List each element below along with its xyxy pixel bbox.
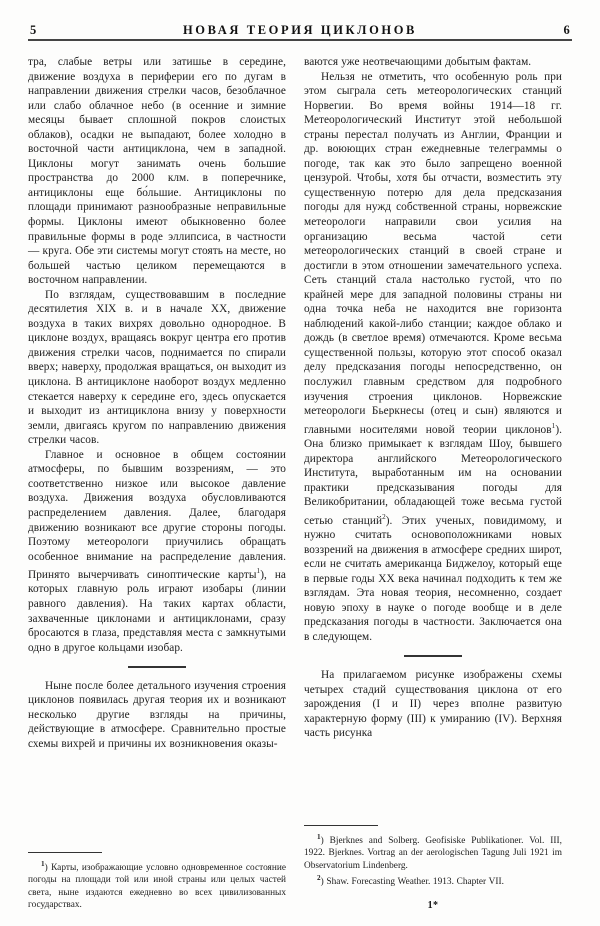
- footnote-text: ) Bjerknes and Solberg. Geofisiske Publikationer. Vol. III, 1922. Bjerknes. Vortrag an der aerologischen Tagung Juli 1921 im Observatorium Lindenberg.: [304, 836, 562, 871]
- paragraph-norway-text-before-ref1: Нельзя не отметить, что особенную роль при этом сыграла сеть метеорологических станций Норвегии. Во время войны 1914—18 гг. Метеорологический Институт этой небольшой страны перестал получать из Англии, Франции и др. воюющих стран ежедневные телеграммы о погоде, так как это было запрещено военной цензурой. Чтобы, хотя бы отчасти, возместить эту существенную потерю для дела предсказания погоды для нужд собственной страны, норвежские метеорологи направили свои усилия на организацию весьма частой сети метеорологических станций в своей стране и достигли в этом отношении замечательного успеха. Сеть станций стала настолько густой, что по крайней мере для западной половины страны ни одна точка неба не находится вне горизонта наблюдений какой-либо станции; каждое облако и дождь (в светлое время) отмечаются. Кроме весьма существенной пользы, которую этот способ оказал делу предсказания погоды непосредственно, он послужил главным средством для подробного изучения строения циклонов. Норвежские метеорологи Бьеркнесы (отец и сын) являются и главными носителями новой теории циклонов: [304, 70, 562, 436]
- two-column-body: [28, 55, 572, 911]
- left-column: [28, 55, 286, 911]
- header-rule: [28, 39, 572, 41]
- paragraph-pressure-text-after-ref: ), на которых главную роль играют изобары (линии равного давления). На таких картах области, захваченные циклонами и антициклонами, сразу бросаются в глаза, представляя места с замкнутыми одно в другое кольцами изобар.: [28, 568, 286, 654]
- paragraph-norway-text-after-ref2: ). Этих ученых, повидимому, и нужно считать основоположниками новых воззрений на движения в атмосфере средних широт, если не считать американца Биджелоу, который еще в первые годы XX века начинал подходить к тем же взглядам. Эта новая теория, несомненно, создает новую эпоху в науке о погоде вообще и в деле предсказания погоды в частности. Заключается она в следующем.: [304, 514, 562, 643]
- footnote-reference-1[interactable]: 1: [551, 421, 556, 430]
- footnote-list-right: [304, 831, 562, 888]
- left-column-body: [28, 55, 286, 752]
- footnote-item: [28, 858, 286, 911]
- footnote-marker: 1: [317, 833, 321, 841]
- paragraph-norway-station-network: [304, 70, 562, 645]
- section-divider-rule-left: [128, 666, 186, 668]
- folio-right: 6: [563, 22, 570, 37]
- footnote-separator-left: [28, 852, 102, 853]
- footnote-separator-right: [304, 825, 378, 826]
- right-column-body: [304, 55, 562, 741]
- folio-left: 5: [30, 22, 37, 37]
- footnote-text: ) Shaw. Forecasting Weather. 1913. Chapter VII.: [320, 876, 504, 887]
- footnote-reference-2[interactable]: 2: [382, 512, 386, 521]
- section-divider-rule-right: [404, 655, 462, 657]
- paragraph-continued-facts: ваются уже неотвечающими добытым фактам.: [304, 56, 532, 68]
- footnote-item: [304, 831, 562, 872]
- paragraph-new-theory-intro: Ныне после более детального изучения строения циклонов появилась другая теория их и возникают несколько другие взгляды на причины, действующие в атмосфере. Сравнительно простые схемы вихрей и причины их возникновения оказы-: [28, 679, 286, 750]
- paragraph-pressure-text-before-ref: Главное и основное в общем состоянии атмосферы, по бывшим воззрениям, — это соответственно низкое или высокое давление воздуха. Движения воздуха обусловливаются распределением давления. Далее, благодаря движению возникают все другие стороны погоды. Поэтому метеорологи приучились обращать особенное внимание на распределение давления. Принято вычерчивать синоптические карты: [28, 448, 286, 581]
- right-column: [304, 55, 562, 911]
- footnote-item: [304, 872, 562, 888]
- signature-mark: 1*: [427, 900, 439, 911]
- paragraph-19th-century-views: По взглядам, существовавшим в последние десятилетия XIX в. и в начале XX, движение воздуха в таких вихрях довольно однородное. В циклоне воздух, вращаясь вокруг центра его против движения стрелки часов, поднимается по спирали вверх; наверху, продолжая вращаться, он выходит из циклона. В антициклоне наоборот воздух медленно стекается наверху к середине его, здесь опускается и выходит из антициклона внизу у поверхности земли, двигаясь кругом по направлению движения стрелки часов.: [28, 288, 286, 447]
- right-column-footnotes: [304, 819, 562, 911]
- left-column-footnotes: [28, 846, 286, 911]
- footnote-marker: 2: [317, 873, 321, 882]
- footnote-list-left: [28, 858, 286, 911]
- footnote-text: ) Карты, изображающие условно одновременное состояние погоды на площади той или иной страны или целых частей света, ныне издаются ежедневно во всех цивилизованных государствах.: [28, 863, 286, 910]
- paragraph-norway-text-after-ref1: ). Она близко примыкает к взглядам Шоу, бывшего директора английского Метеорологического Института, выработанным им на основании практики предсказывания погоды для Великобритании, обладающей тоже весьма густой сетью станций: [304, 423, 562, 527]
- paragraph-pressure-distribution: [28, 448, 286, 655]
- footnote-marker: 1: [41, 860, 45, 869]
- running-head: [28, 14, 572, 36]
- paragraph-continued-anticyclones: тра, слабые ветры или затишье в середине, движение воздуха в периферии его по дугам в направлении движения стрелки часов, безоблачное или слабо облачное небо (в осенние и зимние месяцы бывает сплошной покров слоистых облаков), осадки не выпадают, более холодно в восточной части антициклона, чем в западной. Циклоны могут занимать очень большие пространства до 2000 клм. в поперечнике, антициклоны еще бо́льшие. Антициклоны по площади принимают разнообразные неправильные формы. Циклоны имеют обыкновенно более правильные формы в роде эллипсиса, в частности — круга. Обе эти системы могут стоять на месте, но большей частью целиком перемещаются в восточном направлении.: [28, 56, 286, 287]
- footnote-reference-1[interactable]: 1: [256, 567, 261, 576]
- running-title: НОВАЯ ТЕОРИЯ ЦИКЛОНОВ: [182, 22, 417, 37]
- paragraph-figure-description: На прилагаемом рисунке изображены схемы четырех стадий существования циклона от его зарождения (I и II) через вполне развитую характерную форму (III) к умиранию (IV). Верхняя часть рисунка: [304, 669, 562, 740]
